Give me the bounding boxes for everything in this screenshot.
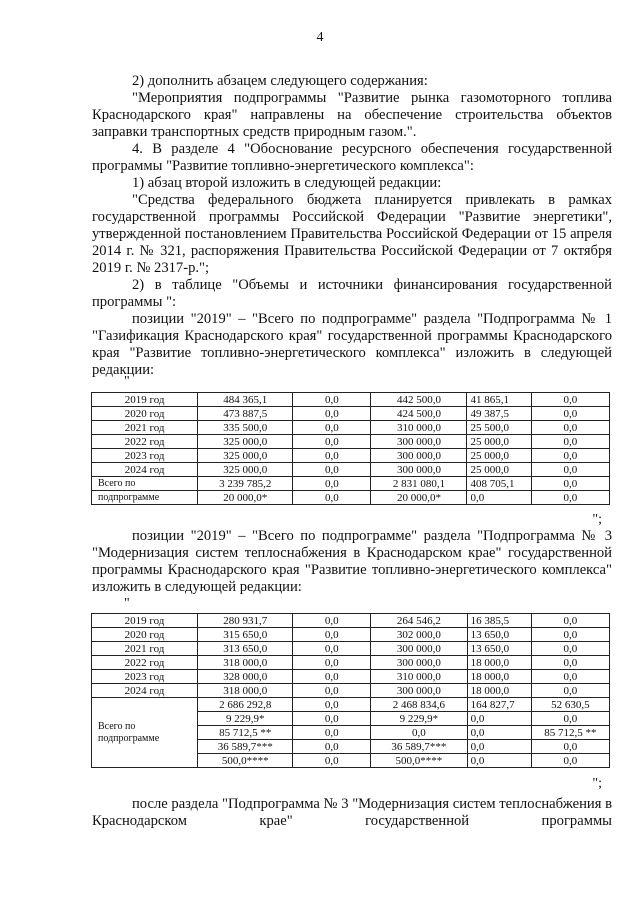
table-cell: 13 650,0 <box>467 628 531 642</box>
table-cell: 0,0 <box>293 449 371 463</box>
table-cell: 300 000,0 <box>371 642 467 656</box>
table-row <box>92 614 610 628</box>
table-row <box>92 435 610 449</box>
table-cell: 3 239 785,2 <box>198 477 293 491</box>
financing-table-subprogram-3 <box>91 613 610 768</box>
table-cell: 300 000,0 <box>371 463 467 477</box>
table-row <box>92 642 610 656</box>
table-cell: 0,0 <box>293 435 371 449</box>
table-cell: 0,0 <box>293 656 371 670</box>
table-cell: 0,0 <box>531 642 609 656</box>
table-row <box>92 670 610 684</box>
table-row <box>92 407 610 421</box>
table-cell: 300 000,0 <box>371 656 467 670</box>
table-cell: 300 000,0 <box>371 449 467 463</box>
table-row <box>92 656 610 670</box>
table-cell: 18 000,0 <box>467 656 531 670</box>
table-cell: 310 000,0 <box>371 421 467 435</box>
table-cell: 300 000,0 <box>371 684 467 698</box>
table-cell: 264 546,2 <box>371 614 467 628</box>
table-cell: 2019 год <box>92 614 198 628</box>
table-close-quote: "; <box>592 776 602 791</box>
paragraph: позиции "2019" – "Всего по подпрограмме" раздела "Подпрограмма № 3 "Модернизация систем теплоснабжения в Краснодарском крае" государственной программы Краснодарского края "Развитие топливно-энергетического комплекса" изложить в следующей редакции: <box>92 528 612 595</box>
table-cell: 0,0 <box>531 684 609 698</box>
table-cell: 2022 год <box>92 435 198 449</box>
table-cell: 0,0 <box>531 740 609 754</box>
table-open-quote: " <box>124 374 130 389</box>
table-cell: 2022 год <box>92 656 198 670</box>
table-cell: 52 630,5 <box>531 698 609 712</box>
table-cell: 0,0 <box>531 449 609 463</box>
table-cell: 9 229,9* <box>197 712 293 726</box>
page-number: 4 <box>316 30 324 45</box>
table-cell: 18 000,0 <box>467 684 531 698</box>
table-cell: 0,0 <box>293 407 371 421</box>
table-cell: 318 000,0 <box>197 656 293 670</box>
table-cell: 20 000,0* <box>198 491 293 505</box>
paragraph: позиции "2019" – "Всего по подпрограмме" раздела "Подпрограмма № 1 "Газификация Краснодарского края" государственной программы Краснодарского края "Развитие топливно-энергетического комплекса" изложить в следующей редакции: <box>92 311 612 378</box>
table-cell: 0,0 <box>531 463 609 477</box>
table-cell: 0,0 <box>467 726 531 740</box>
table-cell: 2021 год <box>92 642 198 656</box>
table-cell: 164 827,7 <box>467 698 531 712</box>
total-label: Всего по подпрограмме <box>92 698 198 768</box>
table-cell: 302 000,0 <box>371 628 467 642</box>
table-cell: 2 686 292,8 <box>197 698 293 712</box>
table-cell: 25 000,0 <box>467 435 531 449</box>
table-cell: 0,0 <box>531 491 609 505</box>
table-row <box>92 393 610 407</box>
table-cell: 484 365,1 <box>198 393 293 407</box>
table-cell: 2020 год <box>92 407 198 421</box>
table-cell: 424 500,0 <box>371 407 467 421</box>
paragraph: 4. В разделе 4 "Обоснование ресурсного обеспечения государственной программы "Развитие топливно-энергетического комплекса": <box>92 141 612 174</box>
table-cell: 315 650,0 <box>197 628 293 642</box>
table-cell: 0,0 <box>531 421 609 435</box>
table-cell: 0,0 <box>531 754 609 768</box>
table-cell: 2024 год <box>92 463 198 477</box>
table-cell: 25 000,0 <box>467 463 531 477</box>
table-cell: 0,0 <box>531 435 609 449</box>
table-cell: 25 500,0 <box>467 421 531 435</box>
paragraph: "Средства федерального бюджета планируется привлекать в рамках государственной программы Российской Федерации "Развитие энергетики", утвержденной постановлением Правительства Российской Федерации от 15 апреля 2014 г. № 321, распоряжения Правительства Российской Федерации от 7 октября 2019 г. № 2317-р."; <box>92 192 612 276</box>
table-cell: 2024 год <box>92 684 198 698</box>
amendment-text-2 <box>92 528 612 596</box>
table-cell: 325 000,0 <box>198 449 293 463</box>
paragraph: 2) в таблице "Объемы и источники финансирования государственной программы ": <box>92 277 612 310</box>
table-cell: 328 000,0 <box>197 670 293 684</box>
table-row <box>92 449 610 463</box>
table-cell: 442 500,0 <box>371 393 467 407</box>
table-cell: 85 712,5 ** <box>531 726 609 740</box>
table-cell: 318 000,0 <box>197 684 293 698</box>
paragraph: 1) абзац второй изложить в следующей редакции: <box>132 175 442 191</box>
table-cell: 0,0 <box>293 421 371 435</box>
table-cell: 0,0 <box>293 463 371 477</box>
table-cell: 0,0 <box>293 726 371 740</box>
table-cell: 0,0 <box>531 477 609 491</box>
table-cell: 0,0 <box>293 491 371 505</box>
table-cell: 0,0 <box>293 477 371 491</box>
table-cell: 2020 год <box>92 628 198 642</box>
table-row-total <box>92 477 610 491</box>
table-cell: 0,0 <box>467 740 531 754</box>
table-cell: 500,0**** <box>197 754 293 768</box>
table-cell: 0,0 <box>293 712 371 726</box>
table-cell: 500,0**** <box>371 754 467 768</box>
table-cell: 0,0 <box>293 740 371 754</box>
table-cell: 0,0 <box>371 726 467 740</box>
table-cell: 36 589,7*** <box>197 740 293 754</box>
table-cell: 335 500,0 <box>198 421 293 435</box>
table-cell: 2 831 080,1 <box>371 477 467 491</box>
table-row <box>92 628 610 642</box>
amendment-text-3 <box>92 796 612 830</box>
table-cell: 36 589,7*** <box>371 740 467 754</box>
table-cell: 0,0 <box>293 698 371 712</box>
amendment-text-1 <box>92 73 612 379</box>
paragraph: после раздела "Подпрограмма № 3 "Модернизация систем теплоснабжения в Краснодарском крае" государственной программы <box>92 796 612 829</box>
table-cell: 0,0 <box>293 754 371 768</box>
table-row-total <box>92 698 610 712</box>
table-cell: 41 865,1 <box>467 393 531 407</box>
table-cell: 0,0 <box>531 393 609 407</box>
table-cell: 280 931,7 <box>197 614 293 628</box>
paragraph: "Мероприятия подпрограммы "Развитие рынка газомоторного топлива Краснодарского края" направлены на обеспечение строительства объектов заправки транспортных средств природным газом.". <box>92 90 612 140</box>
table-cell: 0,0 <box>531 614 609 628</box>
table-cell: 473 887,5 <box>198 407 293 421</box>
table-open-quote: " <box>124 596 130 611</box>
financing-table-subprogram-1 <box>91 392 610 505</box>
table-cell: 9 229,9* <box>371 712 467 726</box>
table-row <box>92 421 610 435</box>
table-cell: 408 705,1 <box>467 477 531 491</box>
table-cell: 2019 год <box>92 393 198 407</box>
table-cell: 0,0 <box>293 628 371 642</box>
table-cell: 0,0 <box>293 684 371 698</box>
table-cell: 16 385,5 <box>467 614 531 628</box>
table-close-quote: "; <box>592 512 602 527</box>
table-cell: 2 468 834,6 <box>371 698 467 712</box>
table-cell: Всего по <box>92 477 198 491</box>
table-cell: 20 000,0* <box>371 491 467 505</box>
paragraph: 2) дополнить абзацем следующего содержания: <box>132 73 428 89</box>
table-row-total <box>92 491 610 505</box>
table-cell: 25 000,0 <box>467 449 531 463</box>
table-cell: 300 000,0 <box>371 435 467 449</box>
table-cell: 0,0 <box>293 642 371 656</box>
table-cell: 0,0 <box>293 614 371 628</box>
table-cell: 0,0 <box>293 393 371 407</box>
table-cell: 0,0 <box>531 628 609 642</box>
table-cell: 13 650,0 <box>467 642 531 656</box>
table-row <box>92 463 610 477</box>
table-cell: 0,0 <box>531 656 609 670</box>
table-cell: 2023 год <box>92 449 198 463</box>
table-cell: 0,0 <box>531 670 609 684</box>
table-cell: 310 000,0 <box>371 670 467 684</box>
table-cell: 0,0 <box>531 407 609 421</box>
table-cell: 85 712,5 ** <box>197 726 293 740</box>
table-cell: 49 387,5 <box>467 407 531 421</box>
table-cell: подпрограмме <box>92 491 198 505</box>
table-cell: 0,0 <box>467 754 531 768</box>
table-cell: 2023 год <box>92 670 198 684</box>
table-cell: 2021 год <box>92 421 198 435</box>
table-cell: 325 000,0 <box>198 463 293 477</box>
table-row <box>92 684 610 698</box>
table-cell: 313 650,0 <box>197 642 293 656</box>
table-cell: 0,0 <box>467 491 531 505</box>
table-cell: 0,0 <box>293 670 371 684</box>
table-cell: 18 000,0 <box>467 670 531 684</box>
table-cell: 0,0 <box>531 712 609 726</box>
table-cell: 0,0 <box>467 712 531 726</box>
table-cell: 325 000,0 <box>198 435 293 449</box>
